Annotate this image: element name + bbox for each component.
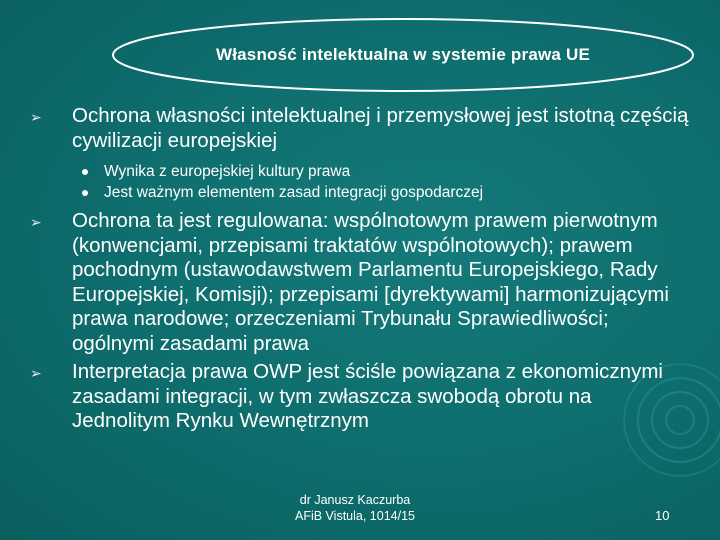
footer-course: AFiB Vistula, 1014/15 (295, 509, 415, 523)
bullet-item (30, 104, 690, 153)
arrowhead-icon: ➢ (30, 365, 42, 381)
arrowhead-icon: ➢ (30, 214, 42, 230)
footer-author: dr Janusz Kaczurba (299, 493, 411, 507)
bullet-item (30, 209, 690, 356)
footer (280, 492, 430, 524)
dot-icon (82, 169, 88, 175)
bullet-text: Ochrona ta jest regulowana: wspólnotowym prawem pierwotnym (konwencjami, przepisami traktatów wspólnotowych); prawem pochodnym (ustawodawstwem Parlamentu Europejskiego, Rady Europejskiej, Komisji); przepisami [dyrektywami] harmonizującymi prawa narodowe; orzeczeniami Trybunału Sprawiedliwości; ogólnymi zasadami prawa (72, 209, 669, 355)
arrowhead-icon: ➢ (30, 109, 42, 125)
bullet-text: Interpretacja prawa OWP jest ściśle powiązana z ekonomicznymi zasadami integracji, w tym zwłaszcza swobodą obrotu na Jednolitym Rynku Wewnętrznym (72, 360, 663, 432)
slide-title: Własność intelektualna w systemie prawa UE (215, 45, 591, 64)
bullet-item (30, 360, 690, 434)
subbullet-list (30, 161, 690, 203)
title-oval (108, 14, 698, 96)
subbullet-item (30, 182, 690, 203)
subbullet-item (30, 161, 690, 182)
bullet-text: Ochrona własności intelektualnej i przemysłowej jest istotną częścią cywilizacji europejskiej (72, 104, 689, 152)
subbullet-text: Wynika z europejskiej kultury prawa (104, 163, 351, 180)
dot-icon (82, 190, 88, 196)
subbullet-text: Jest ważnym elementem zasad integracji gospodarczej (104, 184, 484, 201)
bullet-list (30, 104, 690, 438)
page-number: 10 (655, 508, 670, 523)
